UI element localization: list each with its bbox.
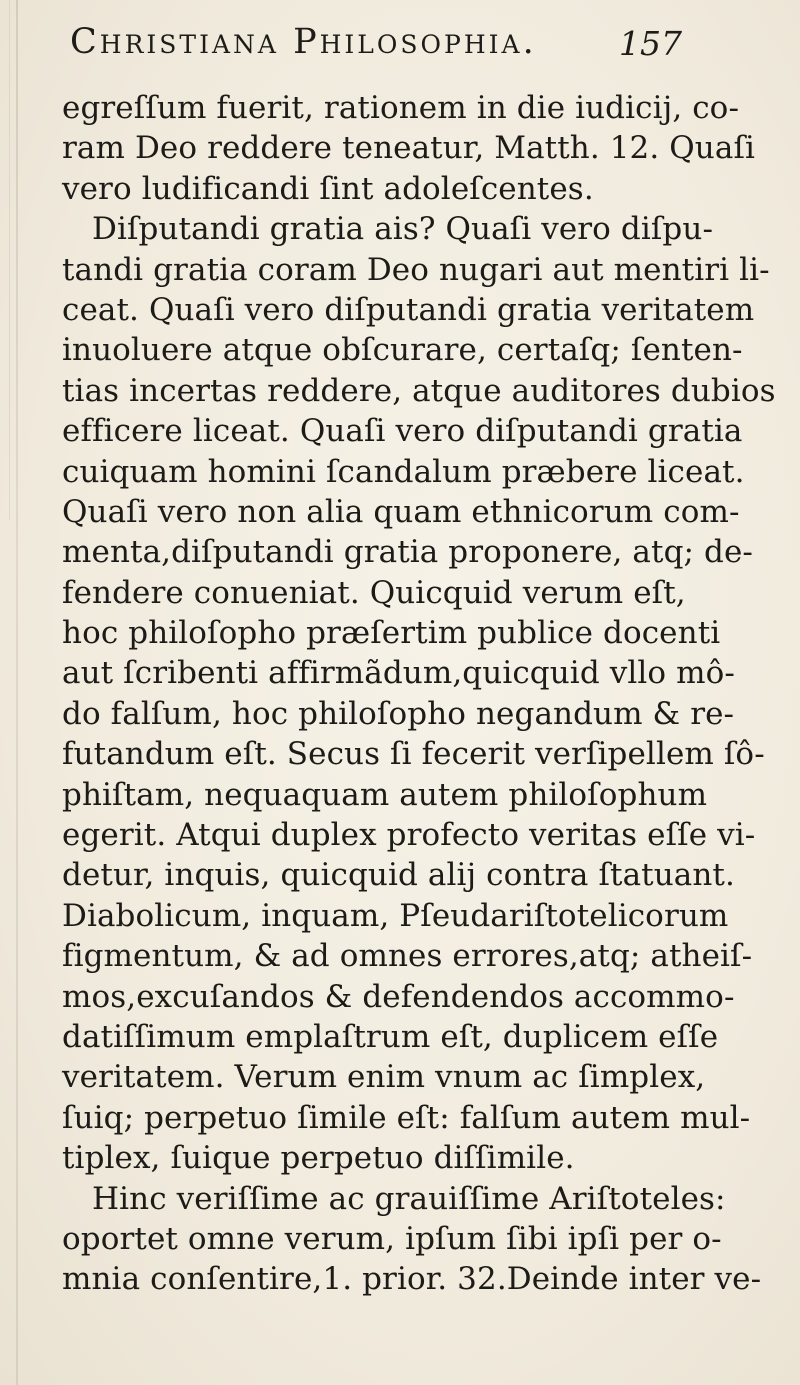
page-header: [70, 16, 682, 76]
text-line: tias incertas reddere, atque auditores dubios: [62, 372, 776, 409]
text-line: inuoluere atque obſcurare, certaſq; ſenten-: [62, 332, 743, 369]
gutter-edge: [9, 0, 10, 520]
text-line: tiplex, ſuique perpetuo diſſimile.: [62, 1140, 575, 1177]
text-line: vero ludificandi ſint adoleſcentes.: [62, 170, 594, 207]
running-head: Christiana Philosophia.: [70, 22, 537, 62]
gutter-shadow: [16, 0, 18, 1385]
text-line: oportet omne verum, ipſum ſibi ipſi per o-: [62, 1220, 722, 1257]
text-line: Hinc veriſſime ac grauiſſime Ariſtoteles:: [92, 1180, 726, 1217]
text-line: efficere liceat. Quaſi vero diſputandi gratia: [62, 413, 743, 450]
text-line: datiſſimum emplaſtrum eſt, duplicem eſſe: [62, 1018, 719, 1055]
text-line: aut ſcribenti affirmãdum,quicquid vllo mô-: [62, 655, 735, 692]
text-line: veritatem. Verum enim vnum ac ſimplex,: [62, 1059, 706, 1096]
text-line: detur, inquis, quicquid alij contra ſtatuant.: [62, 857, 735, 894]
body-text: [62, 88, 780, 1300]
text-line: egreſſum fuerit, rationem in die iudicij, co-: [62, 90, 740, 126]
text-line: Diſputandi gratia ais? Quaſi vero diſpu-: [92, 211, 714, 248]
text-line: ram Deo reddere teneatur, Matth. 12. Quaſi: [62, 130, 756, 167]
text-line: futandum eſt. Secus ſi fecerit verſipellem ſô-: [62, 736, 765, 773]
text-line: figmentum, & ad omnes errores,atq; atheiſ-: [62, 938, 753, 975]
text-line: tandi gratia coram Deo nugari aut mentiri li-: [62, 251, 770, 288]
text-line: Diabolicum, inquam, Pſeudariſtotelicorum: [62, 897, 729, 934]
text-line: mos,excuſandos & defendendos accommo-: [62, 978, 735, 1015]
text-line: menta,diſputandi gratia proponere, atq; de-: [62, 534, 753, 571]
text-line: mnia conſentire,1. prior. 32.Deinde inter ve-: [62, 1261, 762, 1298]
text-line: ſuiq; perpetuo ſimile eſt: falſum autem mul-: [62, 1099, 751, 1136]
text-line: phiſtam, nequaquam autem philoſophum: [62, 776, 708, 813]
text-line: fendere conueniat. Quicquid verum eſt,: [62, 574, 686, 611]
page-number: 157: [619, 24, 682, 63]
text-line: egerit. Atqui duplex profecto veritas eſſe vi-: [62, 817, 756, 854]
text-line: Quaſi vero non alia quam ethnicorum com-: [62, 493, 740, 530]
text-line: ceat. Quaſi vero diſputandi gratia veritatem: [62, 291, 755, 328]
text-line: hoc philoſopho præſertim publice docenti: [62, 615, 721, 652]
text-line: do falſum, hoc philoſopho negandum & re-: [62, 695, 735, 732]
text-line: cuiquam homini ſcandalum præbere liceat.: [62, 453, 745, 490]
